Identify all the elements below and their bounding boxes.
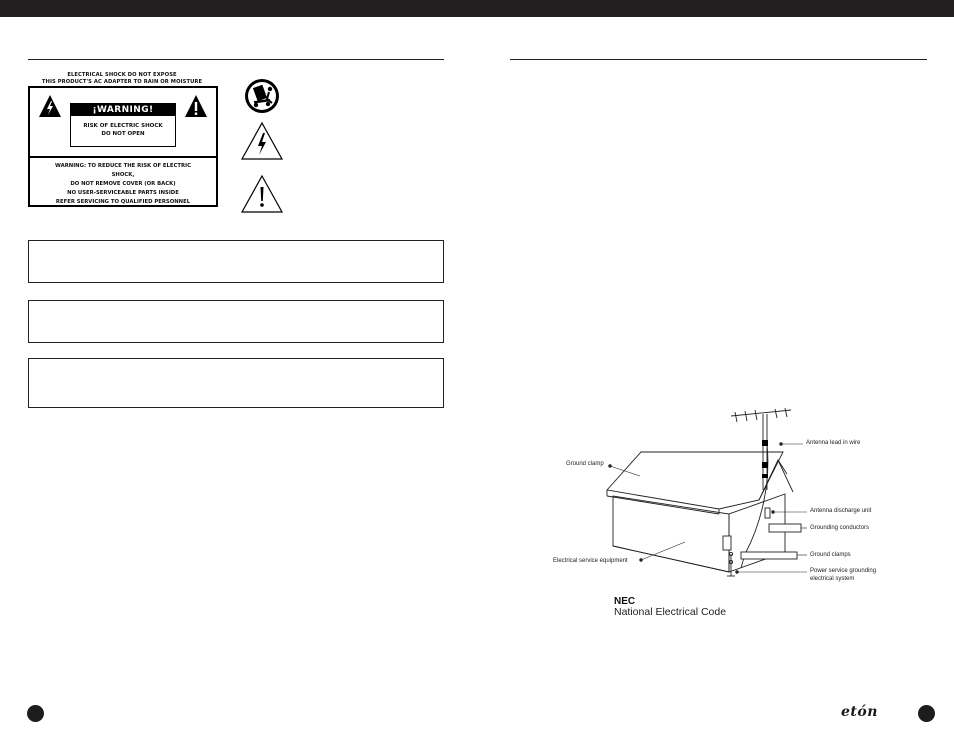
brand-logo: etón <box>841 704 878 720</box>
left-page-rule <box>28 59 444 60</box>
page-marker-left <box>27 705 44 722</box>
inner-line-1: RISK OF ELECTRIC SHOCK <box>83 123 163 129</box>
bottom-line: DO NOT REMOVE COVER (OR BACK) <box>70 181 176 187</box>
warning-bottom-text <box>32 162 214 207</box>
exclamation-triangle-icon <box>184 94 208 118</box>
bottom-line: NO USER-SERVICEABLE PARTS INSIDE <box>67 190 179 196</box>
caption-line-2: THIS PRODUCT'S AC ADAPTER TO RAIN OR MOISTURE <box>41 78 203 85</box>
label-ground-clamps: Ground clamps <box>810 552 851 558</box>
warning-divider <box>30 156 216 158</box>
label-ground-clamp: Ground clamp <box>566 461 604 467</box>
bottom-line: SHOCK, <box>111 172 135 178</box>
warning-label <box>28 86 218 207</box>
right-page-rule <box>510 59 927 60</box>
lightning-triangle-icon <box>240 121 284 161</box>
cart-tipover-icon <box>240 77 284 115</box>
label-power-grounding-1: Power service grounding <box>810 568 877 574</box>
label-grounding-conductors: Grounding conductors <box>810 525 870 531</box>
exclamation-triangle-icon <box>240 174 284 214</box>
bottom-line: WARNING: TO REDUCE THE RISK OF ELECTRIC <box>55 163 191 169</box>
label-discharge-unit: Antenna discharge unit <box>810 508 872 514</box>
warning-header: ¡WARNING! <box>71 104 175 116</box>
top-header-bar <box>0 0 954 17</box>
bottom-line: REFER SERVICING TO QUALIFIED PERSONNEL <box>55 199 191 205</box>
warning-inner-box <box>70 103 176 147</box>
label-antenna-lead: Antenna lead in wire <box>806 440 861 446</box>
page-marker-right <box>918 705 935 722</box>
label-power-grounding-2: electrical system <box>810 576 855 582</box>
lightning-triangle-icon <box>38 94 62 118</box>
warning-caption <box>28 72 216 85</box>
notice-box-3 <box>28 358 444 408</box>
warning-inner-text <box>71 122 175 138</box>
caption-line-1: ELECTRICAL SHOCK DO NOT EXPOSE <box>67 72 177 78</box>
inner-line-2: DO NOT OPEN <box>101 131 145 137</box>
nec-title: NEC <box>614 596 636 607</box>
notice-box-2 <box>28 300 444 343</box>
label-electrical-service: Electrical service equipment <box>553 558 628 564</box>
notice-box-1 <box>28 240 444 283</box>
nec-subtitle: National Electrical Code <box>614 606 727 618</box>
